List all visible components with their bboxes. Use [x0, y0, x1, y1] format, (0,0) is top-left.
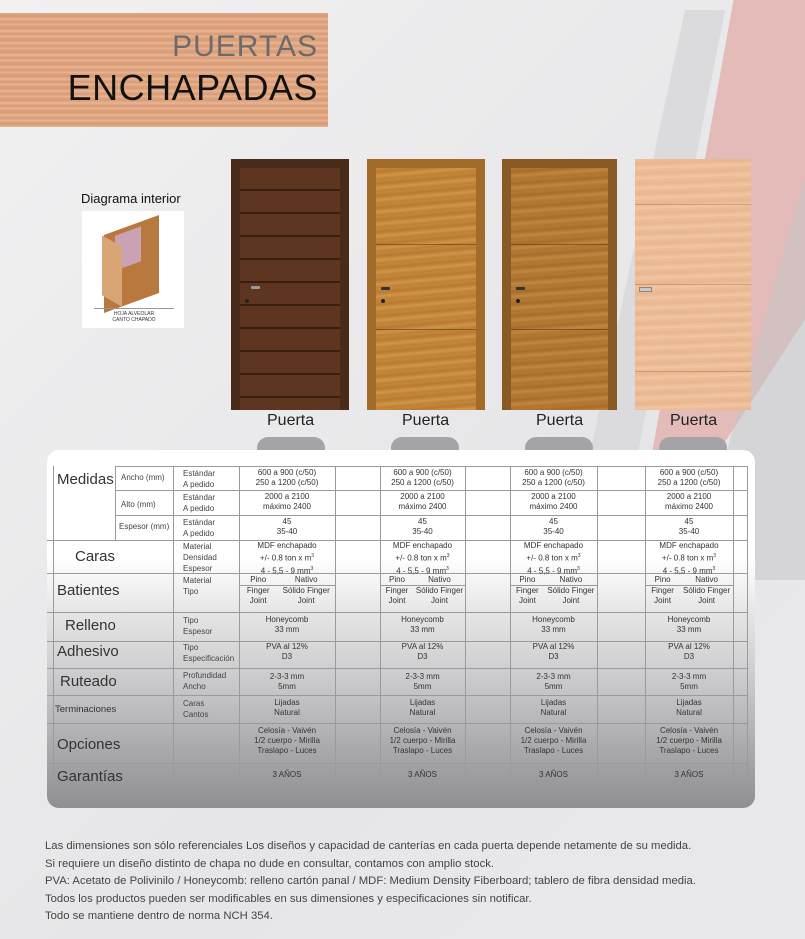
label-item: Densidad — [183, 553, 217, 562]
value-line: 250 a 1200 (c/50) — [391, 478, 454, 487]
door-image-2[interactable] — [367, 159, 485, 410]
value-line: Finger Joint — [385, 586, 409, 605]
value-line: 2000 a 2100 — [531, 492, 576, 501]
garantia-cell: 3 AÑOS — [674, 770, 704, 779]
value-line: D3 — [548, 652, 559, 661]
batientes-cell — [510, 575, 597, 606]
superscript: 3 — [577, 565, 580, 572]
door-groove — [376, 244, 476, 245]
value-line: 4 - 5,5 - 9 $mm^3$ — [662, 565, 716, 576]
footnote-line: Todos los productos pueden ser modificables en sus dimensiones y especificaciones sin notificar. — [45, 892, 532, 905]
row-separator — [115, 466, 747, 467]
value-cell — [645, 615, 733, 635]
value-cell — [645, 541, 733, 576]
value-line: 35-40 — [412, 527, 433, 536]
value-cell — [645, 726, 733, 756]
value-cell — [239, 642, 335, 662]
value-cell — [645, 517, 733, 537]
category-medidas: Medidas — [57, 471, 114, 488]
footnote-line: Si requiere un diseño distinto de chapa no dude en consultar, contamos con amplio stock. — [45, 857, 495, 870]
value-cell — [510, 615, 597, 635]
value-cell — [239, 492, 335, 512]
value-line: 5mm — [680, 682, 698, 691]
value-cell — [380, 615, 465, 635]
value-line: 2000 a 2100 — [264, 492, 310, 501]
value-line: Natural — [676, 708, 702, 717]
value-cell — [510, 672, 597, 692]
row-separator — [47, 695, 747, 696]
label-item: Material — [183, 576, 212, 585]
value-line: 45 — [282, 517, 292, 526]
sublabel-alto: Alto (mm) — [121, 500, 156, 509]
value-line: 250 a 1200 (c/50) — [657, 478, 721, 487]
col-line — [53, 466, 54, 786]
value-cell — [510, 726, 597, 756]
value-line: D3 — [417, 652, 428, 661]
label-group — [183, 468, 215, 490]
value-line: máximo 2400 — [262, 502, 312, 511]
door-groove — [511, 329, 608, 330]
value-cell — [645, 492, 733, 512]
value-line: Nativo — [294, 575, 318, 584]
value-cell — [239, 468, 335, 488]
value-line: Celosía - Vaivén — [659, 726, 719, 735]
value-cell — [380, 698, 465, 718]
category-garantias: Garantías — [57, 768, 123, 785]
label-item: Ancho — [183, 682, 206, 691]
label-item: Material — [183, 542, 212, 551]
superscript: 3 — [577, 553, 581, 559]
value-line: 1/2 cuerpo - Mirilla — [254, 736, 320, 745]
value-line: Pino — [388, 575, 405, 584]
value-cell — [510, 492, 597, 512]
value-line: 45 — [418, 517, 427, 526]
value-cell — [380, 541, 465, 576]
batientes-row — [645, 586, 733, 606]
value-line: Pino — [519, 575, 536, 584]
value-line: PVA al 12% — [401, 642, 444, 651]
value-line: Honeycomb — [667, 615, 711, 624]
value-line: máximo 2400 — [664, 502, 714, 511]
value-cell — [380, 468, 465, 488]
value-line: 1/2 cuerpo - Mirilla — [520, 736, 587, 745]
label-item: Espesor — [183, 627, 213, 636]
door-handle — [381, 287, 390, 290]
batientes-cell — [645, 575, 733, 606]
superscript: 3 — [712, 565, 716, 572]
batientes-cell — [239, 575, 335, 606]
sublabel-ancho: Ancho (mm) — [121, 473, 165, 482]
category-caras: Caras — [75, 548, 116, 565]
label-group — [183, 517, 215, 539]
value-line: Lijadas — [274, 698, 300, 707]
door-image-1[interactable] — [231, 159, 349, 410]
batientes-row — [380, 575, 465, 586]
label-item: Especificación — [183, 654, 235, 663]
value-line: 5mm — [413, 682, 432, 691]
value-line: Nativo — [695, 575, 718, 584]
value-line: 2-3-3 mm — [405, 672, 440, 681]
batientes-row — [380, 586, 465, 606]
label-item: A pedido — [183, 480, 215, 489]
col-line — [747, 466, 748, 786]
value-line: MDF enchapado — [659, 541, 719, 550]
value-line: Celosía - Vaivén — [524, 726, 583, 735]
category-batientes: Batientes — [57, 582, 120, 599]
value-line: 1/2 cuerpo - Mirilla — [389, 736, 456, 745]
batientes-row — [239, 575, 335, 586]
value-line: 600 a 900 (c/50) — [659, 468, 719, 477]
value-cell — [645, 468, 733, 488]
batientes-row — [239, 586, 335, 606]
label-item: Caras — [183, 699, 205, 708]
value-line: 2-3-3 mm — [671, 672, 707, 681]
door-label-4: Puerta — [670, 412, 718, 429]
value-line: Sólido Finger Joint — [683, 586, 731, 605]
label-item: Estándar — [183, 493, 216, 502]
door-groove — [635, 371, 751, 372]
title-line1: PUERTAS — [172, 30, 318, 63]
spec-table — [47, 450, 755, 808]
label-item: Cantos — [183, 710, 209, 719]
value-line: Celosía - Vaivén — [393, 726, 452, 735]
col-line — [115, 466, 116, 540]
value-line: Nativo — [428, 575, 451, 584]
value-line: +/- 0.8 ton x $m^3$ — [661, 553, 717, 563]
value-line: 250 a 1200 (c/50) — [522, 478, 585, 487]
door-groove — [511, 244, 608, 245]
label-group — [183, 615, 212, 637]
value-line: +/- 0.8 ton x $m^3$ — [395, 553, 450, 563]
superscript: 3 — [311, 553, 315, 559]
value-line: Lijadas — [540, 698, 567, 707]
value-line: 4 - 5,5 - 9 $mm^3$ — [396, 565, 449, 576]
superscript: 3 — [310, 565, 314, 572]
value-cell — [510, 642, 597, 662]
value-line: PVA al 12% — [668, 642, 710, 651]
value-line: 33 mm — [676, 625, 702, 634]
row-separator — [115, 515, 747, 516]
value-line: 35-40 — [678, 527, 700, 536]
value-line: Sólido Finger Joint — [282, 586, 330, 605]
value-line: máximo 2400 — [529, 502, 578, 511]
door-label-2: Puerta — [402, 412, 450, 429]
door-groove — [635, 204, 751, 205]
value-line: 35-40 — [543, 527, 564, 536]
superscript: 3 — [713, 553, 717, 559]
category-terminaciones: Terminaciones — [55, 704, 117, 715]
label-item: Profundidad — [183, 671, 227, 680]
value-line: MDF enchapado — [392, 541, 453, 550]
value-line: MDF enchapado — [257, 541, 317, 550]
value-line: 33 mm — [274, 625, 300, 634]
garantia-cell: 3 AÑOS — [539, 770, 568, 779]
label-group — [183, 698, 208, 720]
category-opciones: Opciones — [57, 736, 121, 753]
col-line — [173, 466, 174, 786]
col-line — [733, 466, 734, 786]
value-cell — [510, 698, 597, 718]
value-line: Finger Joint — [246, 586, 270, 605]
label-item: Espesor — [183, 564, 213, 573]
value-line: 600 a 900 (c/50) — [257, 468, 317, 477]
door-lock — [381, 299, 385, 303]
door-handle — [251, 286, 260, 289]
value-cell — [239, 541, 335, 576]
value-cell — [645, 698, 733, 718]
value-line: Honeycomb — [265, 615, 309, 624]
value-line: Nativo — [559, 575, 583, 584]
value-cell — [510, 541, 597, 576]
batientes-row — [645, 575, 733, 586]
value-line: 600 a 900 (c/50) — [524, 468, 583, 477]
door-groove — [635, 284, 751, 285]
value-cell — [645, 672, 733, 692]
value-line: Celosía - Vaivén — [257, 726, 317, 735]
value-line: PVA al 12% — [532, 642, 575, 651]
value-cell — [380, 492, 465, 512]
value-line: Lijadas — [409, 698, 436, 707]
value-line: 2-3-3 mm — [536, 672, 571, 681]
value-cell — [380, 672, 465, 692]
label-item: Tipo — [183, 587, 199, 596]
value-line: +/- 0.8 ton x $m^3$ — [526, 553, 581, 563]
door-label-3: Puerta — [536, 412, 584, 429]
diagram-label: Diagrama interior — [81, 191, 181, 206]
value-cell — [239, 726, 335, 756]
value-line: 1/2 cuerpo - Mirilla — [656, 736, 722, 745]
value-line: 2-3-3 mm — [269, 672, 305, 681]
value-line: Traslapo - Luces — [257, 746, 317, 755]
value-cell — [380, 517, 465, 537]
value-line: 250 a 1200 (c/50) — [255, 478, 319, 487]
value-line: D3 — [281, 652, 293, 661]
label-item: Tipo — [183, 643, 199, 652]
label-item: Tipo — [183, 616, 199, 625]
label-group — [183, 670, 226, 692]
value-cell — [239, 615, 335, 635]
value-line: 2000 a 2100 — [666, 492, 712, 501]
value-cell — [510, 517, 597, 537]
diagram-caption — [94, 308, 174, 323]
value-cell — [510, 468, 597, 488]
value-cell — [239, 672, 335, 692]
label-item: A pedido — [183, 529, 215, 538]
value-line: Honeycomb — [532, 615, 575, 624]
value-line: +/- 0.8 ton x $m^3$ — [259, 553, 315, 563]
door-label-1: Puerta — [267, 412, 315, 429]
value-line: 35-40 — [276, 527, 298, 536]
door-lock — [516, 299, 520, 303]
value-line: Traslapo - Luces — [659, 746, 719, 755]
category-relleno: Relleno — [65, 617, 116, 634]
value-line: 600 a 900 (c/50) — [393, 468, 452, 477]
value-line: Traslapo - Luces — [523, 746, 584, 755]
door-leaf — [240, 168, 340, 410]
row-separator — [47, 723, 747, 724]
label-group — [183, 575, 211, 597]
batientes-row — [510, 575, 597, 586]
value-cell — [380, 726, 465, 756]
row-separator — [47, 763, 747, 764]
door-image-4[interactable] — [635, 159, 751, 410]
superscript: 3 — [446, 565, 449, 572]
door-lock — [245, 299, 249, 303]
value-line: 4 - 5,5 - 9 $mm^3$ — [527, 565, 580, 576]
value-line: 45 — [549, 517, 558, 526]
value-cell — [239, 517, 335, 537]
value-line: Lijadas — [676, 698, 702, 707]
footnotes — [45, 838, 765, 926]
value-line: 33 mm — [541, 625, 566, 634]
col-line — [465, 466, 466, 786]
door-groove — [376, 329, 476, 330]
value-line: Finger Joint — [516, 586, 539, 605]
footnote-line: PVA: Acetato de Polivinilo / Honeycomb: relleno cartón panal / MDF: Medium Density Fiberboard; tablero de fibra densidad media. — [45, 875, 696, 887]
footnote-line: Todo se mantiene dentro de norma NCH 354. — [45, 910, 273, 922]
value-cell — [380, 642, 465, 662]
sublabel-espesor: Espesor (mm) — [119, 522, 170, 531]
category-adhesivo: Adhesivo — [57, 643, 119, 660]
footnote-line: Las dimensiones son sólo referenciales Los diseños y capacidad de canterías en cada puerta depende netamente de su medida. — [45, 840, 692, 852]
diagram-caption-line: CANTO CHAPADO — [112, 317, 156, 323]
value-cell — [239, 698, 335, 718]
value-line: 45 — [684, 517, 694, 526]
batientes-cell — [380, 575, 465, 606]
door-leaf — [511, 168, 608, 410]
col-line — [335, 466, 336, 786]
value-line: Natural — [540, 708, 567, 717]
diagram-face — [102, 235, 122, 307]
door-handle — [516, 287, 525, 290]
value-line: 5mm — [544, 682, 563, 691]
door-handle — [639, 287, 652, 292]
value-line: Finger Joint — [651, 586, 674, 605]
title-line2: ENCHAPADAS — [67, 67, 318, 108]
value-line: MDF enchapado — [523, 541, 584, 550]
superscript: 3 — [446, 553, 450, 559]
value-line: 5mm — [278, 682, 296, 691]
label-item: Estándar — [183, 469, 216, 478]
value-line: PVA al 12% — [266, 642, 308, 651]
value-line: Sólido Finger Joint — [415, 586, 464, 605]
row-separator — [47, 612, 747, 613]
row-separator — [115, 490, 747, 491]
value-line: Natural — [409, 708, 436, 717]
door-image-3[interactable] — [502, 159, 617, 410]
batientes-row — [510, 586, 597, 606]
value-line: Traslapo - Luces — [392, 746, 453, 755]
label-group — [183, 492, 215, 514]
label-item: Estándar — [183, 518, 216, 527]
garantia-cell: 3 AÑOS — [408, 770, 437, 779]
category-ruteado: Ruteado — [60, 673, 117, 690]
value-line: Honeycomb — [401, 615, 444, 624]
row-separator — [47, 668, 747, 669]
label-group — [183, 642, 234, 664]
label-group — [183, 541, 217, 574]
value-line: 2000 a 2100 — [400, 492, 445, 501]
garantia-cell: 3 AÑOS — [272, 770, 302, 779]
value-cell — [645, 642, 733, 662]
value-line: D3 — [683, 652, 695, 661]
value-line: 33 mm — [410, 625, 435, 634]
col-line — [597, 466, 598, 786]
value-line: Pino — [250, 575, 267, 584]
value-line: Natural — [274, 708, 300, 717]
value-line: Sólido Finger Joint — [547, 586, 595, 605]
door-leaf — [376, 168, 476, 410]
value-line: Pino — [654, 575, 671, 584]
value-line: máximo 2400 — [398, 502, 447, 511]
label-item: A pedido — [183, 504, 215, 513]
diagram-caption-line: HOJA ALVEOLAR — [113, 311, 155, 317]
value-line: 4 - 5,5 - 9 $mm^3$ — [260, 565, 314, 576]
diagram-image — [82, 211, 184, 328]
